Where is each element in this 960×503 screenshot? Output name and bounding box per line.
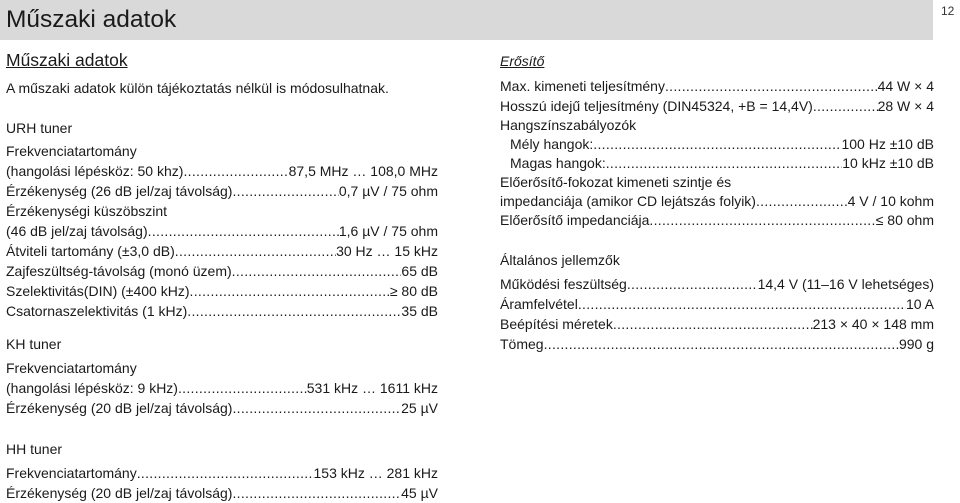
- spec-row: [6, 281, 438, 301]
- spec-label: Csatornaszelektivitás (1 kHz): [6, 303, 188, 319]
- spec-row: [500, 334, 934, 354]
- spec-label: Mély hangok:: [510, 136, 594, 152]
- spec-row: [500, 274, 934, 294]
- dot-leader: [606, 153, 843, 173]
- spec-row: [6, 483, 438, 503]
- dot-leader: [178, 378, 307, 398]
- spec-label: Érzékenység (26 dB jel/zaj távolság): [6, 183, 233, 199]
- spec-value: 25 µV: [401, 400, 438, 416]
- dot-leader: [232, 398, 401, 418]
- dot-leader: [190, 281, 390, 301]
- spec-value: ≤ 80 ohm: [875, 212, 934, 228]
- header-bar: [0, 0, 933, 40]
- dot-leader: [187, 301, 401, 321]
- spec-row: [6, 398, 438, 418]
- spec-label: Frekvenciatartomány: [6, 465, 137, 481]
- spec-value: 1,6 µV / 75 ohm: [338, 223, 438, 239]
- dot-leader: [593, 134, 841, 154]
- spec-row: [6, 261, 438, 281]
- spec-value: 153 kHz … 281 kHz: [313, 465, 438, 481]
- spec-row: [6, 301, 438, 321]
- spec-value: 14,4 V (11–16 V lehetséges): [757, 276, 934, 292]
- spec-row: [500, 191, 934, 211]
- dot-leader: [175, 241, 336, 261]
- spec-row: [500, 76, 934, 96]
- kh-freq-range-label: Frekvenciatartomány: [6, 360, 137, 376]
- dot-leader: [627, 274, 758, 294]
- spec-label: Magas hangok:: [510, 155, 606, 171]
- page-number: 12: [941, 4, 955, 18]
- spec-value: 10 kHz ±10 dB: [842, 155, 934, 171]
- urh-heading: URH tuner: [6, 120, 73, 136]
- spec-row: [500, 294, 934, 314]
- dot-leader: [649, 210, 875, 230]
- spec-row: [510, 153, 934, 173]
- dot-leader: [137, 463, 314, 483]
- spec-value: 531 kHz … 1611 kHz: [306, 380, 438, 396]
- dot-leader: [756, 191, 848, 211]
- spec-row: [6, 221, 438, 241]
- dot-leader: [813, 96, 878, 116]
- dot-leader: [613, 314, 813, 334]
- spec-value: 87,5 MHz … 108,0 MHz: [288, 163, 438, 179]
- spec-label: Áramfelvétel: [500, 296, 578, 312]
- spec-row: [6, 161, 438, 181]
- spec-value: 28 W × 4: [877, 98, 934, 114]
- spec-label: Előerősítő impedanciája: [500, 212, 650, 228]
- spec-value: 10 A: [905, 296, 934, 312]
- spec-label: (hangolási lépésköz: 9 kHz): [6, 380, 178, 396]
- spec-label: (hangolási lépésköz: 50 khz): [6, 163, 184, 179]
- amp-heading: Erősítő: [500, 53, 545, 69]
- dot-leader: [232, 181, 338, 201]
- spec-row: [6, 378, 438, 398]
- intro-text: A műszaki adatok külön tájékoztatás nélkül is módosulhatnak.: [6, 80, 389, 96]
- spec-label: Tömeg: [500, 336, 544, 352]
- spec-value: 65 dB: [401, 263, 438, 279]
- spec-row: [500, 96, 934, 116]
- spec-label: Zajfeszültség-távolság (monó üzem): [6, 263, 232, 279]
- spec-row: [6, 241, 438, 261]
- spec-label: Átviteli tartomány (±3,0 dB): [6, 243, 175, 259]
- spec-label: Szelektivitás(DIN) (±400 kHz): [6, 283, 190, 299]
- spec-label: Max. kimeneti teljesítmény: [500, 78, 665, 94]
- section-title: Műszaki adatok: [6, 50, 128, 70]
- dot-leader: [183, 161, 288, 181]
- spec-value: 100 Hz ±10 dB: [841, 136, 934, 152]
- general-heading: Általános jellemzők: [500, 252, 620, 268]
- spec-row: [6, 181, 438, 201]
- dot-leader: [665, 76, 878, 96]
- spec-label: Hosszú idejű teljesítmény (DIN45324, +B = 14,4V): [500, 98, 813, 114]
- hh-heading: HH tuner: [6, 441, 63, 457]
- spec-row: [510, 134, 934, 154]
- spec-row: [500, 210, 934, 230]
- dot-leader: [148, 221, 339, 241]
- spec-value: 0,7 µV / 75 ohm: [338, 183, 438, 199]
- urh-freq-range-label: Frekvenciatartomány: [6, 143, 137, 159]
- spec-label: Érzékenység (20 dB jel/zaj távolság): [6, 485, 233, 501]
- spec-value: 990 g: [898, 336, 934, 352]
- page-header-title: Műszaki adatok: [6, 6, 177, 33]
- spec-value: 4 V / 10 kohm: [847, 193, 934, 209]
- spec-label: Beépítési méretek: [500, 316, 613, 332]
- spec-row: [6, 463, 438, 483]
- dot-leader: [544, 334, 899, 354]
- spec-row: [500, 314, 934, 334]
- preamp-level-label: Előerősítő-fokozat kimeneti szintje és: [500, 174, 732, 190]
- spec-label: (46 dB jel/zaj távolság): [6, 223, 148, 239]
- dot-leader: [232, 261, 402, 281]
- spec-value: 30 Hz … 15 kHz: [336, 243, 438, 259]
- spec-value: 213 × 40 × 148 mm: [812, 316, 934, 332]
- dot-leader: [578, 294, 906, 314]
- urh-sens-threshold-label: Érzékenységi küszöbszint: [6, 203, 168, 219]
- spec-label: Érzékenység (20 dB jel/zaj távolság): [6, 400, 233, 416]
- spec-value: ≥ 80 dB: [389, 283, 438, 299]
- spec-value: 35 dB: [401, 303, 438, 319]
- spec-label: impedanciája (amikor CD lejátszás folyik): [500, 193, 756, 209]
- spec-label: Működési feszültség: [500, 276, 627, 292]
- dot-leader: [232, 483, 401, 503]
- spec-value: 44 W × 4: [877, 78, 934, 94]
- spec-value: 45 µV: [401, 485, 438, 501]
- tone-control-label: Hangszínszabályozók: [500, 117, 637, 133]
- kh-heading: KH tuner: [6, 336, 62, 352]
